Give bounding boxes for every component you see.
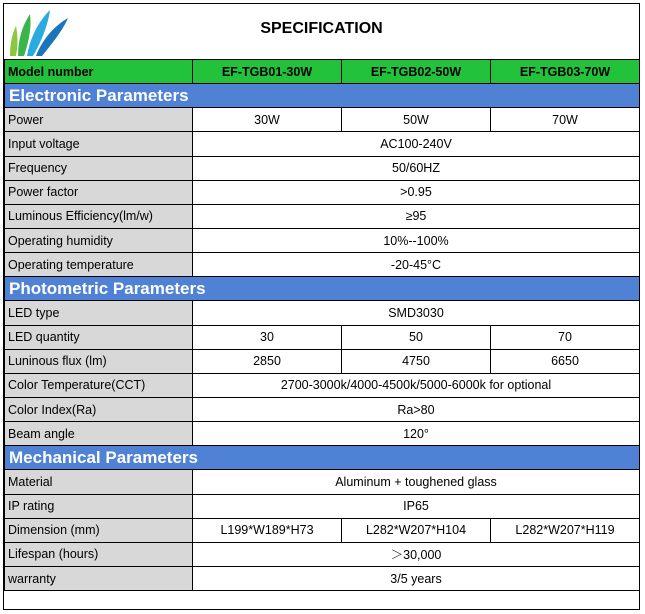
spec-value: 2850 xyxy=(193,349,342,373)
spec-row xyxy=(5,156,640,180)
spec-value: L199*W189*H73 xyxy=(193,518,342,542)
section-header-row xyxy=(5,84,640,108)
model-name: EF-TGB01-30W xyxy=(193,60,342,84)
spec-row xyxy=(5,253,640,277)
spec-value: 50/60HZ xyxy=(193,156,640,180)
model-name: EF-TGB02-50W xyxy=(342,60,491,84)
spec-label: LED type xyxy=(5,301,193,325)
spec-label: Frequency xyxy=(5,156,193,180)
spec-label: Luminous Efficiency(lm/w) xyxy=(5,204,193,228)
spec-value: Ra>80 xyxy=(193,397,640,421)
spec-row xyxy=(5,422,640,446)
spec-label: Color Temperature(CCT) xyxy=(5,373,193,397)
spec-value: 2700-3000k/4000-4500k/5000-6000k for optional xyxy=(193,373,640,397)
spec-label: Beam angle xyxy=(5,422,193,446)
spec-row xyxy=(5,518,640,542)
spec-row xyxy=(5,349,640,373)
spec-table xyxy=(4,59,640,591)
spec-value: 70 xyxy=(491,325,640,349)
spec-value: 120° xyxy=(193,422,640,446)
spec-row xyxy=(5,301,640,325)
spec-row xyxy=(5,325,640,349)
model-name: EF-TGB03-70W xyxy=(491,60,640,84)
spec-value: AC100-240V xyxy=(193,132,640,156)
spec-row xyxy=(5,494,640,518)
spec-value: 50W xyxy=(342,108,491,132)
section-header-row xyxy=(5,446,640,470)
section-title: Photometric Parameters xyxy=(5,277,640,301)
spec-label: Power factor xyxy=(5,180,193,204)
spec-row xyxy=(5,108,640,132)
spec-value: 6650 xyxy=(491,349,640,373)
spec-value: -20-45°C xyxy=(193,253,640,277)
spec-label: Input voltage xyxy=(5,132,193,156)
section-header-row xyxy=(5,277,640,301)
spec-label: Dimension (mm) xyxy=(5,518,193,542)
spec-value: 3/5 years xyxy=(193,566,640,590)
spec-row xyxy=(5,180,640,204)
spec-value: 70W xyxy=(491,108,640,132)
spec-value: ＞30,000 xyxy=(193,542,640,566)
spec-sheet xyxy=(3,3,640,610)
spec-row xyxy=(5,470,640,494)
spec-row xyxy=(5,204,640,228)
spec-label: Operating temperature xyxy=(5,253,193,277)
spec-value: 50 xyxy=(342,325,491,349)
spec-label: Lifespan (hours) xyxy=(5,542,193,566)
spec-value: IP65 xyxy=(193,494,640,518)
spec-value: 30 xyxy=(193,325,342,349)
spec-value: 30W xyxy=(193,108,342,132)
spec-label: LED quantity xyxy=(5,325,193,349)
spec-value: L282*W207*H119 xyxy=(491,518,640,542)
spec-label: Material xyxy=(5,470,193,494)
spec-value: ≥95 xyxy=(193,204,640,228)
spec-row xyxy=(5,132,640,156)
spec-row xyxy=(5,373,640,397)
spec-value: L282*W207*H104 xyxy=(342,518,491,542)
spec-label: Operating humidity xyxy=(5,228,193,252)
spec-value: 4750 xyxy=(342,349,491,373)
spec-row xyxy=(5,542,640,566)
spec-row xyxy=(5,566,640,590)
spec-row xyxy=(5,228,640,252)
page-title: SPECIFICATION xyxy=(260,20,383,37)
model-number-label: Model number xyxy=(5,60,193,84)
section-title: Electronic Parameters xyxy=(5,84,640,108)
spec-label: Luninous flux (lm) xyxy=(5,349,193,373)
spec-value: >0.95 xyxy=(193,180,640,204)
spec-value: SMD3030 xyxy=(193,301,640,325)
spec-label: warranty xyxy=(5,566,193,590)
spec-label: Color Index(Ra) xyxy=(5,397,193,421)
header xyxy=(4,4,639,59)
section-title: Mechanical Parameters xyxy=(5,446,640,470)
spec-value: 10%--100% xyxy=(193,228,640,252)
spec-label: IP rating xyxy=(5,494,193,518)
spec-label: Power xyxy=(5,108,193,132)
spec-value: Aluminum + toughened glass xyxy=(193,470,640,494)
spec-row xyxy=(5,397,640,421)
spec-table-body xyxy=(5,60,640,591)
model-row xyxy=(5,60,640,84)
